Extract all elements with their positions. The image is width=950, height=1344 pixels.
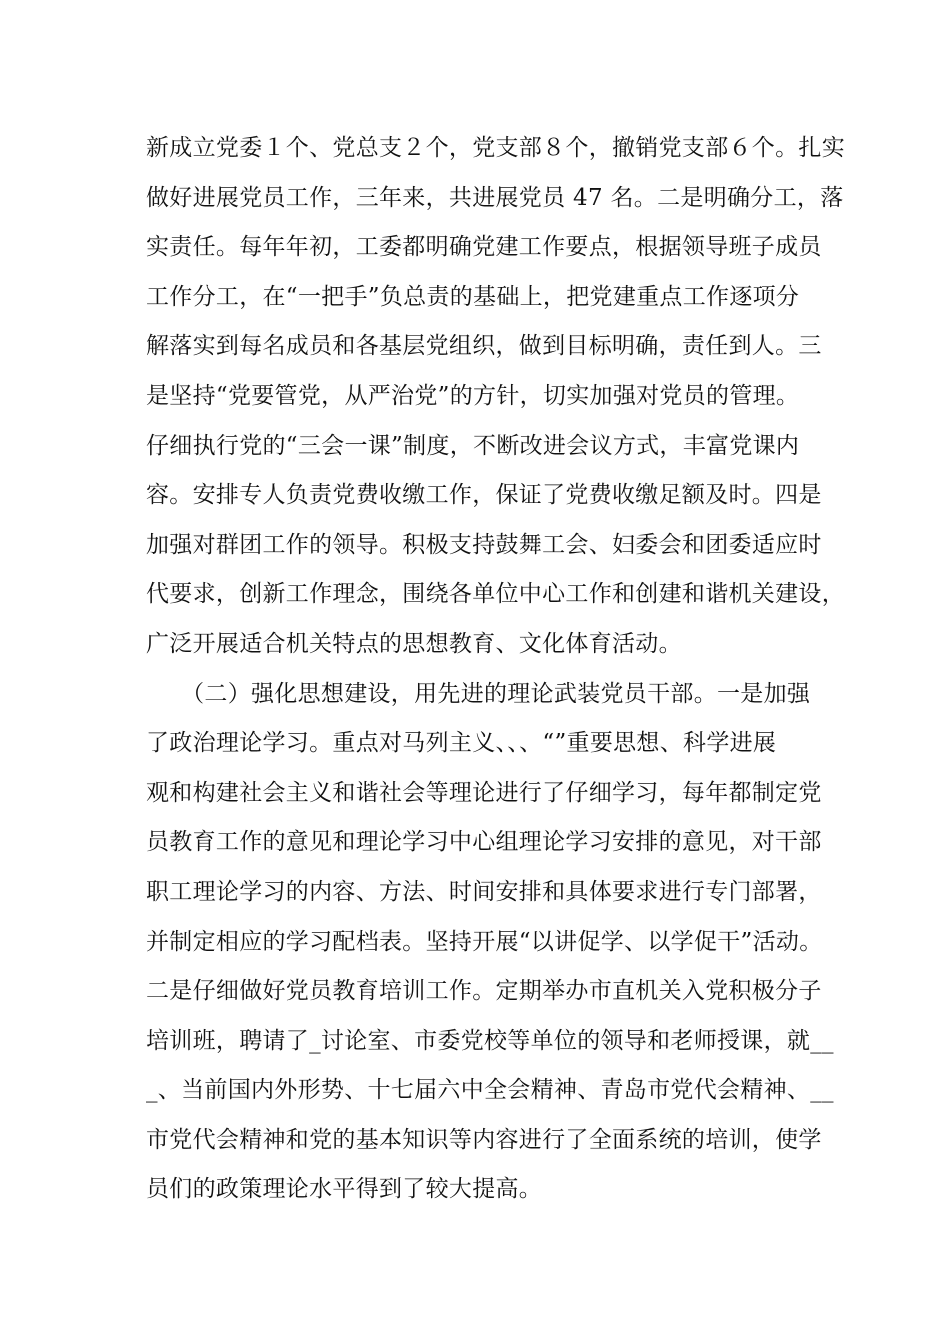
text-line: 仔细执行党的“三会一课”制度，不断改进会议方式，丰富党课内 bbox=[146, 432, 800, 459]
text-line: 工作分工，在“一把手”负总责的基础上，把党建重点工作逐项分 bbox=[146, 283, 800, 310]
text-line: 是坚持“党要管党，从严治党”的方针，切实加强对党员的管理。 bbox=[146, 382, 800, 409]
text-line: 并制定相应的学习配档表。坚持开展“以讲促学、以学促干”活动。 bbox=[146, 928, 823, 955]
text-line: 观和构建社会主义和谐社会等理论进行了仔细学习，每年都制定党 bbox=[146, 779, 822, 806]
text-line: 职工理论学习的内容、方法、时间安排和具体要求进行专门部署， bbox=[146, 878, 822, 905]
text-line: 了政治理论学习。重点对马列主义、、、“”重要思想、科学进展 bbox=[146, 730, 777, 757]
text-line: _、当前国内外形势、十七届六中全会精神、青岛市党代会精神、__ bbox=[146, 1077, 834, 1104]
text-line: 实责任。每年年初，工委都明确党建工作要点，根据领导班子成员 bbox=[146, 234, 822, 261]
text-line: 广泛开展适合机关特点的思想教育、文化体育活动。 bbox=[146, 630, 682, 657]
text-line: 加强对群团工作的领导。积极支持鼓舞工会、妇委会和团委适应时 bbox=[146, 531, 822, 558]
text-line: 员们的政策理论水平得到了较大提高。 bbox=[146, 1176, 543, 1203]
text-line: 员教育工作的意见和理论学习中心组理论学习安排的意见，对干部 bbox=[146, 829, 822, 856]
text-line: 代要求，创新工作理念，围绕各单位中心工作和创建和谐机关建设， bbox=[146, 581, 845, 608]
text-line: 容。安排专人负责党费收缴工作，保证了党费收缴足额及时。四是 bbox=[146, 482, 822, 509]
text-line: 解落实到每名成员和各基层党组织，做到目标明确，责任到人。三 bbox=[146, 333, 822, 360]
text-line: 市党代会精神和党的基本知识等内容进行了全面系统的培训，使学 bbox=[146, 1126, 822, 1153]
text-line: 新成立党委１个、党总支２个，党支部８个，撤销党支部６个。扎实 bbox=[146, 135, 845, 161]
section-heading-line: （二）强化思想建设，用先进的理论武装党员干部。一是加强 bbox=[146, 680, 811, 707]
text-line: 二是仔细做好党员教育培训工作。定期举办市直机关入党积极分子 bbox=[146, 978, 822, 1005]
text-line: 培训班，聘请了_讨论室、市委党校等单位的领导和老师授课，就__ bbox=[146, 1027, 834, 1054]
text-line: 做好进展党员工作，三年来，共进展党员 47 名。二是明确分工，落 bbox=[146, 184, 844, 211]
document-body bbox=[146, 124, 845, 1215]
